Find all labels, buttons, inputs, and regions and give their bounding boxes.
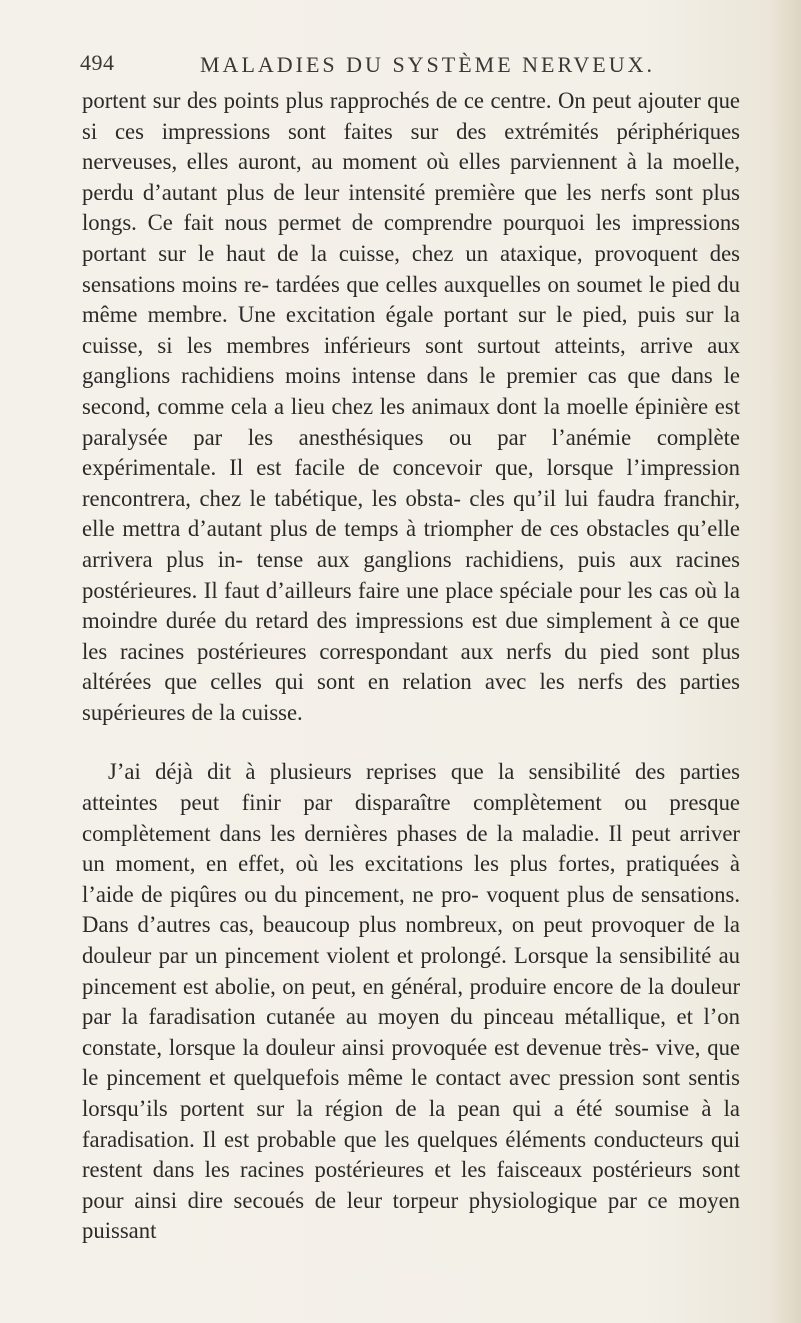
paragraph-text: J’ai déjà dit à plusieurs reprises que la sensibilité des parties atteintes peut finir par disparaître complètement ou presque complètement dans les dernières phases de la maladie. Il peut arriver un moment, en effet, où les excitations les plus fortes, pratiquées à l’aide de piqûres ou du pincement, ne pro- voquent plus de sensations. Dans d’autres cas, beaucoup plus nombreux, on peut provoquer de la douleur par un pincement violent et prolongé. Lorsque la sensibilité au pincement est abolie, on peut, en général, produire encore de la douleur par la faradisation cutanée au moyen du pinceau métallique, et l’on constate, lorsque la douleur ainsi provoquée est devenue très- vive, que le pincement et quelquefois même le contact avec pression sont sentis lorsqu’ils portent sur la région de la pean qui a été soumise à la faradisation. Il est probable que les quelques éléments conducteurs qui restent dans les racines postérieures et les faisceaux postérieurs sont pour ainsi dire secoués de leur torpeur physiologique par ce moyen puissant <box>82 759 740 1244</box>
running-title: MALADIES DU SYSTÈME NERVEUX. <box>200 52 656 77</box>
paragraph-text: portent sur des points plus rapprochés de ce centre. On peut ajouter que si ces impressions sont faites sur des extrémités périphériques nerveuses, elles auront, au moment où elles parviennent à la moelle, perdu d’autant plus de leur intensité première que les nerfs sont plus longs. Ce fait nous permet de comprendre pourquoi les impressions portant sur le haut de la cuisse, chez un ataxique, provoquent des sensations moins re- tardées que celles auxquelles on soumet le pied du même membre. Une excitation égale portant sur le pied, puis sur la cuisse, si les membres inférieurs sont surtout atteints, arrive aux ganglions rachidiens moins intense dans le premier cas que dans le second, comme cela a lieu chez les animaux dont la moelle épinière est paralysée par les anesthésiques ou par l’anémie complète expérimentale. Il est facile de concevoir que, lorsque l’impression rencontrera, chez le tabétique, les obsta- cles qu’il lui faudra franchir, elle mettra d’autant plus de temps à triompher de ces obstacles qu’elle arrivera plus in- tense aux ganglions rachidiens, puis aux racines postérieures. Il faut d’ailleurs faire une place spéciale pour les cas où la moindre durée du retard des impressions est due simplement à ce que les racines postérieures correspondant aux nerfs du pied sont plus altérées que celles qui sont en relation avec les nerfs des parties supérieures de la cuisse. <box>82 88 740 725</box>
page-number: 494 <box>80 50 115 75</box>
page-header <box>80 48 720 84</box>
body-text <box>82 86 740 1247</box>
paragraph-continued <box>82 86 740 728</box>
paragraph <box>82 757 740 1247</box>
